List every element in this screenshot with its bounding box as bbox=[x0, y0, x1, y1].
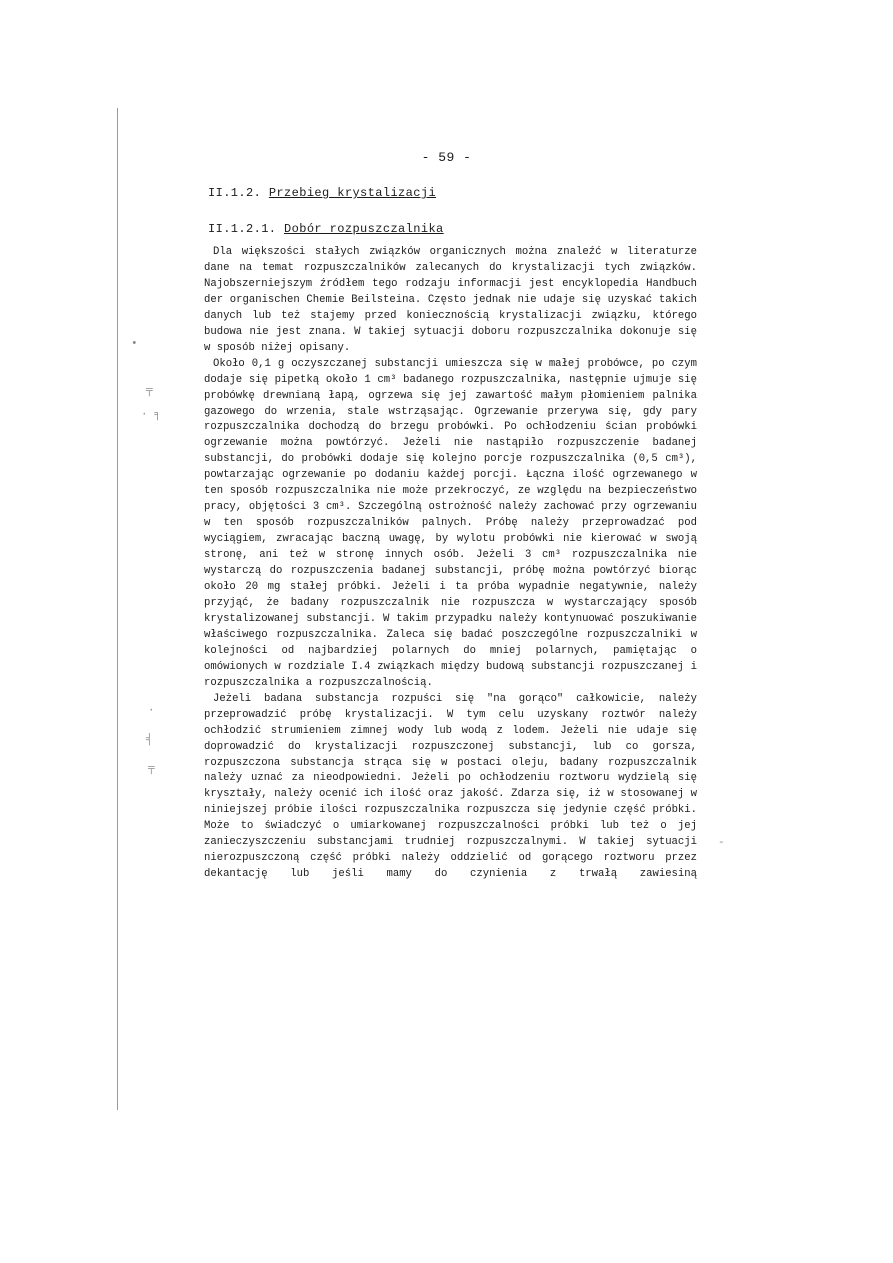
section-number: II.1.2. bbox=[208, 186, 262, 200]
paragraph-2: Około 0,1 g oczyszczanej substancji umieszcza się w małej probówce, po czym dodaje się pipetką około 1 cm³ badanego rozpuszczalnika, następnie ujmuje się probówkę drewnianą łapą, ogrzewa się jej zawartość małym płomieniem palnika gazowego do wrzenia, stale wstrząsając. Ogrzewanie przerywa się, gdy pary rozpuszczalnika dochodzą do brzegu probówki. Po ochłodzeniu ścian probówki ogrzewanie można powtórzyć. Jeżeli nie nastąpiło rozpuszczenie badanej substancji, do probówki dodaje się kolejno porcje rozpuszczalnika (0,5 cm³), powtarzając ogrzewanie po dodaniu każdej porcji. Łączna ilość ogrzewanego w ten sposób rozpuszczalnika nie może przekroczyć, ze względu na bezpieczeństwo pracy, objętości 3 cm³. Szczególną ostrożność należy zachować przy ogrzewaniu w ten sposób rozpuszczalników palnych. Próbę należy przeprowadzać pod wyciągiem, zwracając baczną uwagę, by wylotu probówki nie kierować w swoją stronę, ani też w stronę innych osób. Jeżeli 3 cm³ rozpuszczalnika nie wystarczą do rozpuszczenia badanej substancji, próbę można powtórzyć biorąc około 20 mg stałej próbki. Jeżeli i ta próba wypadnie negatywnie, należy przyjąć, że badany rozpuszczalnik nie rozpuszcza w wystarczający sposób krystalizowanej substancji. W takim przypadku należy kontynuować poszukiwanie właściwego rozpuszczalnika. Zaleca się badać poszczególne rozpuszczalniki w kolejności od najbardziej polarnych do mniej polarnych, pamiętając o omówionych w rozdziale I.4 związkach między budową substancji rozpuszczanej i rozpuszczalnika a rozpuszczalnością. bbox=[204, 357, 697, 689]
scan-speck: • bbox=[131, 338, 138, 350]
section-title: Przebieg krystalizacji bbox=[268, 186, 437, 200]
scan-speck: ╤ bbox=[146, 385, 153, 397]
scan-speck: ╤ bbox=[148, 763, 155, 775]
scan-speck: · bbox=[148, 705, 155, 717]
scan-speck: ╡ bbox=[146, 734, 153, 746]
subsection-heading bbox=[208, 222, 444, 236]
scan-speck: - bbox=[718, 837, 725, 849]
scan-speck: · ╕ bbox=[141, 409, 161, 421]
page-number: - 59 - bbox=[421, 150, 472, 165]
section-heading bbox=[208, 186, 436, 200]
left-margin-rule bbox=[117, 108, 118, 1110]
subsection-number: II.1.2.1. bbox=[208, 222, 277, 236]
body-text bbox=[204, 245, 697, 883]
subsection-title: Dobór rozpuszczalnika bbox=[284, 222, 444, 236]
paragraph-1: Dla większości stałych związków organicznych można znaleźć w literaturze dane na temat rozpuszczalników zalecanych do krystalizacji tych związków. Najobszerniejszym źródłem tego rodzaju informacji jest encyklopedia Handbuch der organischen Chemie Beilsteina. Często jednak nie udaje się uzyskać takich danych lub też stajemy przed koniecznością krystalizacji związku, którego budowa nie jest znana. W takiej sytuacji doboru rozpuszczalnika dokonuje się w sposób niżej opisany. bbox=[204, 246, 697, 354]
paragraph-3: Jeżeli badana substancja rozpuści się "na gorąco" całkowicie, należy przeprowadzić próbę krystalizacji. W tym celu uzyskany roztwór należy ochłodzić strumieniem zimnej wody lub wodą z lodem. Jeżeli nie udaje się doprowadzić do krystalizacji rozpuszczonej substancji, lub co gorsza, rozpuszczona substancja strąca się w postaci oleju, badany rozpuszczalnik należy uznać za nieodpowiedni. Jeżeli po ochłodzeniu roztworu wydzielą się kryształy, należy ocenić ich ilość oraz jakość. Zdarza się, iż w stosowanej w niniejszej próbie ilości rozpuszczalnika rozpuszcza się jedynie część próbki. Może to świadczyć o umiarkowanej rozpuszczalności próbki lub też o jej zanieczyszczeniu substancjami trudniej rozpuszczalnymi. W takiej sytuacji nierozpuszczoną część próbki należy oddzielić od gorącego roztworu przez dekantację lub jeśli mamy do czynienia z trwałą zawiesiną bbox=[204, 692, 697, 881]
